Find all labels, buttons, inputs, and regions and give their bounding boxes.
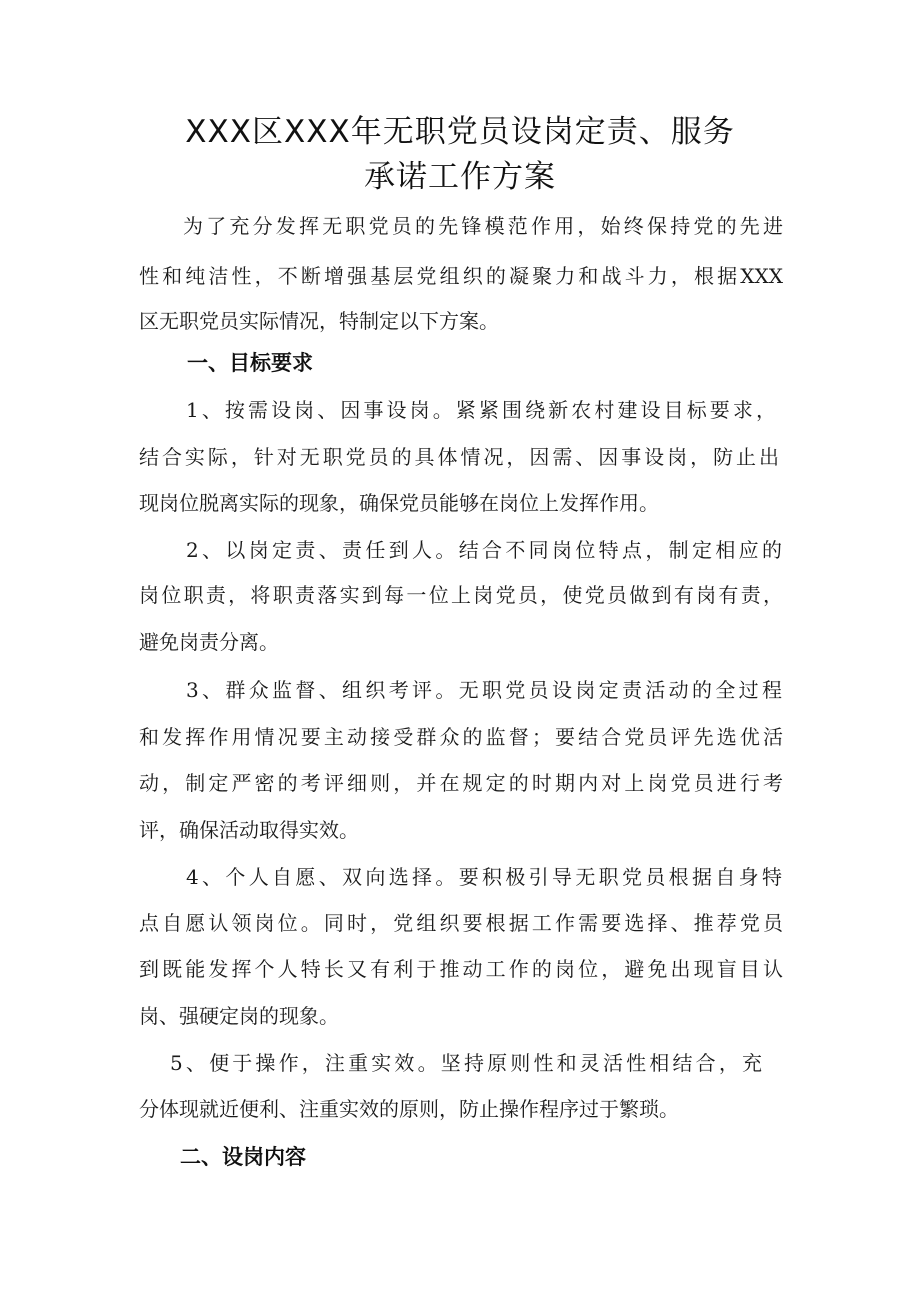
section-heading-positions: 二、设岗内容 (180, 1145, 306, 1169)
document-title-line-1: XXX区XXX年无职党员设岗定责、服务 (185, 114, 735, 150)
item3-line-3: 动，制定严密的考评细则，并在规定的时期内对上岗党员进行考 (139, 771, 783, 795)
intro-line-2: 性和纯洁性，不断增强基层党组织的凝聚力和战斗力，根据XXX (139, 264, 783, 288)
item3-line-4: 评，确保活动取得实效。 (139, 818, 359, 842)
item4-line-3: 到既能发挥个人特长又有利于推动工作的岗位，避免出现盲目认 (139, 957, 783, 981)
item1-line-3: 现岗位脱离实际的现象，确保党员能够在岗位上发挥作用。 (139, 491, 659, 515)
item2-line-3: 避免岗责分离。 (139, 630, 279, 654)
item1-line-1: 1、按需设岗、因事设岗。紧紧围绕新农村建设目标要求， (186, 398, 776, 422)
intro-line-3: 区无职党员实际情况，特制定以下方案。 (139, 309, 499, 333)
intro-line-1: 为了充分发挥无职党员的先锋模范作用，始终保持党的先进 (183, 214, 783, 238)
item5-line-1: 5、便于操作，注重实效。坚持原则性和灵活性相结合，充 (170, 1051, 762, 1075)
item3-line-2: 和发挥作用情况要主动接受群众的监督；要结合党员评先选优活 (139, 725, 783, 749)
item4-line-2: 点自愿认领岗位。同时，党组织要根据工作需要选择、推荐党员 (139, 911, 783, 935)
item2-line-2: 岗位职责，将职责落实到每一位上岗党员，使党员做到有岗有责， (139, 583, 783, 607)
item3-line-1: 3、群众监督、组织考评。无职党员设岗定责活动的全过程 (186, 678, 782, 702)
item4-line-1: 4、个人自愿、双向选择。要积极引导无职党员根据自身特 (186, 865, 782, 889)
document-title-line-2: 承诺工作方案 (364, 159, 556, 195)
item4-line-4: 岗、强硬定岗的现象。 (139, 1004, 339, 1028)
item2-line-1: 2、以岗定责、责任到人。结合不同岗位特点，制定相应的 (186, 538, 782, 562)
item5-line-2: 分体现就近便利、注重实效的原则，防止操作程序过于繁琐。 (139, 1097, 679, 1121)
section-heading-goals: 一、目标要求 (187, 351, 313, 375)
item1-line-2: 结合实际，针对无职党员的具体情况，因需、因事设岗，防止出 (139, 445, 779, 469)
